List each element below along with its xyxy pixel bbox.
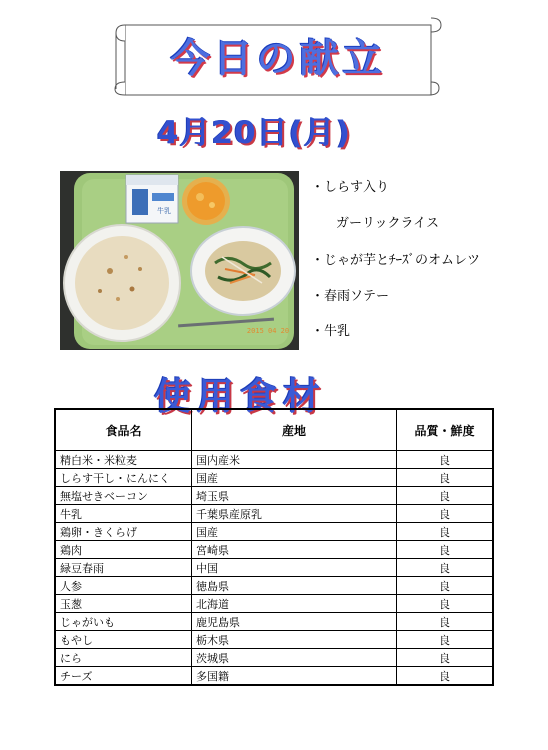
origin: 北海道 [192, 595, 397, 613]
table-row [55, 505, 493, 523]
origin: 中国 [192, 559, 397, 577]
quality: 良 [397, 613, 494, 631]
quality: 良 [397, 541, 494, 559]
header-origin: 産地 [192, 409, 397, 451]
food-name: 緑豆春雨 [55, 559, 192, 577]
food-name: 鶏肉 [55, 541, 192, 559]
page-title: 今日の献立 [170, 37, 386, 82]
table-row [55, 595, 493, 613]
food-name: しらす干し・にんにく [55, 469, 192, 487]
food-name: 鶏卵・きくらげ [55, 523, 192, 541]
menu-item: ・牛乳 [311, 324, 351, 339]
quality: 良 [397, 649, 494, 667]
quality: 良 [397, 595, 494, 613]
lunch-photo [60, 171, 299, 350]
table-row [55, 469, 493, 487]
menu-item: ガーリックライス [336, 216, 439, 231]
menu-item: ・じゃが芋とﾁｰｽﾞのオムレツ [311, 253, 481, 268]
table-row [55, 577, 493, 595]
title-banner [113, 14, 441, 102]
header-quality: 品質・鮮度 [397, 409, 494, 451]
quality: 良 [397, 523, 494, 541]
table-row [55, 487, 493, 505]
food-name: じゃがいも [55, 613, 192, 631]
ingredients-heading: 使用食材 [154, 375, 326, 418]
table-row [55, 523, 493, 541]
table-row [55, 451, 493, 469]
quality: 良 [397, 487, 494, 505]
food-name: にら [55, 649, 192, 667]
milk-label: 牛乳 [157, 207, 171, 215]
menu-date: 4月20日(月) [157, 115, 352, 151]
food-name: 牛乳 [55, 505, 192, 523]
quality: 良 [397, 505, 494, 523]
origin: 徳島県 [192, 577, 397, 595]
table-row [55, 613, 493, 631]
origin: 栃木県 [192, 631, 397, 649]
food-name: 玉葱 [55, 595, 192, 613]
table-header-row [55, 409, 493, 451]
food-name: もやし [55, 631, 192, 649]
header-food-name: 食品名 [55, 409, 192, 451]
table-row [55, 559, 493, 577]
omelette-cup [182, 177, 230, 225]
table-row [55, 631, 493, 649]
quality: 良 [397, 577, 494, 595]
origin: 多国籍 [192, 667, 397, 686]
origin: 国内産米 [192, 451, 397, 469]
table-row [55, 667, 493, 686]
origin: 宮崎県 [192, 541, 397, 559]
food-name: 人参 [55, 577, 192, 595]
quality: 良 [397, 451, 494, 469]
quality: 良 [397, 667, 494, 686]
origin: 国産 [192, 469, 397, 487]
ingredients-table [54, 408, 494, 686]
origin: 鹿児島県 [192, 613, 397, 631]
lunch-tray-image [60, 171, 299, 350]
quality: 良 [397, 631, 494, 649]
quality: 良 [397, 559, 494, 577]
food-name: 精白米・米粒麦 [55, 451, 192, 469]
saute-dish [191, 227, 295, 315]
photo-date-stamp: 2015 04 20 [246, 327, 290, 335]
milk-carton [126, 175, 178, 223]
table-row [55, 541, 493, 559]
origin: 茨城県 [192, 649, 397, 667]
origin: 埼玉県 [192, 487, 397, 505]
origin: 国産 [192, 523, 397, 541]
food-name: 無塩せきベーコン [55, 487, 192, 505]
menu-item: ・しらす入り [311, 180, 390, 195]
rice-bowl [64, 225, 180, 341]
food-name: チーズ [55, 667, 192, 686]
menu-item: ・春雨ソテー [311, 289, 390, 304]
origin: 千葉県産原乳 [192, 505, 397, 523]
table-row [55, 649, 493, 667]
quality: 良 [397, 469, 494, 487]
